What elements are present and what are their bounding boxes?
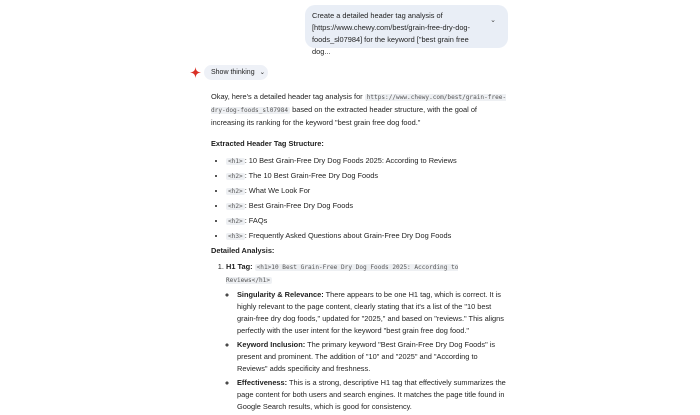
tag-text: : 10 Best Grain-Free Dry Dog Foods 2025: According to Reviews bbox=[244, 156, 457, 165]
user-prompt-bubble bbox=[305, 5, 508, 56]
point-text: The primary keyword "Best Grain-Free Dry Dog Foods" is present and prominent. The addition of "10" and "2025" and "According to Reviews" adds specificity and freshness. bbox=[237, 340, 496, 373]
list-item bbox=[226, 183, 507, 198]
analysis-points bbox=[226, 289, 507, 413]
tag-code: <h2> bbox=[228, 203, 243, 210]
chevron-down-icon: ⌄ bbox=[259, 69, 266, 76]
user-prompt-text: Create a detailed header tag analysis of [https://www.chewy.com/best/grain-free-dry-dog-foods_sl07984] for the keyword ["best grain free dog... bbox=[312, 11, 470, 56]
analysis-list bbox=[211, 261, 507, 413]
intro-url: https://www.chewy.com/best/grain-free-dry-dog-foods_sl07984 bbox=[211, 94, 507, 114]
point-text: This is a strong, descriptive H1 tag that effectively summarizes the page content for both users and search engines. It matches the page title found in Google Search results, which is good for consistency. bbox=[237, 378, 506, 411]
tag-code: <h2> bbox=[228, 173, 243, 180]
tag-code: <h2> bbox=[228, 218, 243, 225]
chevron-down-icon[interactable]: ⌄ bbox=[490, 17, 496, 24]
tag-code: <h1> bbox=[228, 158, 243, 165]
list-item bbox=[226, 213, 507, 228]
point-label: Keyword Inclusion: bbox=[237, 340, 306, 349]
tag-text: : What We Look For bbox=[244, 186, 311, 195]
list-item bbox=[237, 339, 507, 375]
analysis-heading: Detailed Analysis: bbox=[211, 246, 275, 255]
list-item bbox=[237, 377, 507, 413]
analysis-code: <h1>10 Best Grain-Free Dry Dog Foods 2025: According to Reviews</h1> bbox=[226, 264, 459, 284]
intro-text: based on the extracted header structure, with the goal of increasing its ranking for the keyword "best grain free dog food." bbox=[211, 105, 477, 127]
list-item bbox=[226, 228, 507, 243]
list-item bbox=[226, 168, 507, 183]
intro-paragraph bbox=[211, 91, 507, 129]
analysis-item bbox=[226, 261, 507, 413]
tag-code: <h2> bbox=[228, 188, 243, 195]
tag-code: <h3> bbox=[228, 233, 243, 240]
list-item bbox=[226, 198, 507, 213]
tag-text: : The 10 Best Grain-Free Dry Dog Foods bbox=[244, 171, 379, 180]
tag-text: : Best Grain-Free Dry Dog Foods bbox=[244, 201, 354, 210]
show-thinking-label: Show thinking bbox=[211, 69, 255, 76]
tag-text: : Frequently Asked Questions about Grain-Free Dry Dog Foods bbox=[244, 231, 452, 240]
list-item bbox=[237, 289, 507, 337]
tag-text: : FAQs bbox=[244, 216, 268, 225]
tag-list bbox=[211, 153, 507, 243]
point-label: Singularity & Relevance: bbox=[237, 290, 324, 299]
analysis-label: H1 Tag: bbox=[226, 262, 253, 271]
point-label: Effectiveness: bbox=[237, 378, 288, 387]
sparkle-icon bbox=[190, 67, 201, 78]
structure-heading: Extracted Header Tag Structure: bbox=[211, 139, 324, 148]
intro-text: Okay, here's a detailed header tag analysis for bbox=[211, 92, 365, 101]
show-thinking-button[interactable] bbox=[204, 65, 268, 80]
list-item bbox=[226, 153, 507, 168]
assistant-response bbox=[211, 91, 507, 415]
point-text: There appears to be one H1 tag, which is correct. It is highly relevant to the page content, clearly stating that it's a list of the "10 best grain-free dry dog foods," updated for "2025," and based on "reviews." This aligns perfectly with the user intent for the keyword "best grain free dog food." bbox=[237, 290, 504, 335]
